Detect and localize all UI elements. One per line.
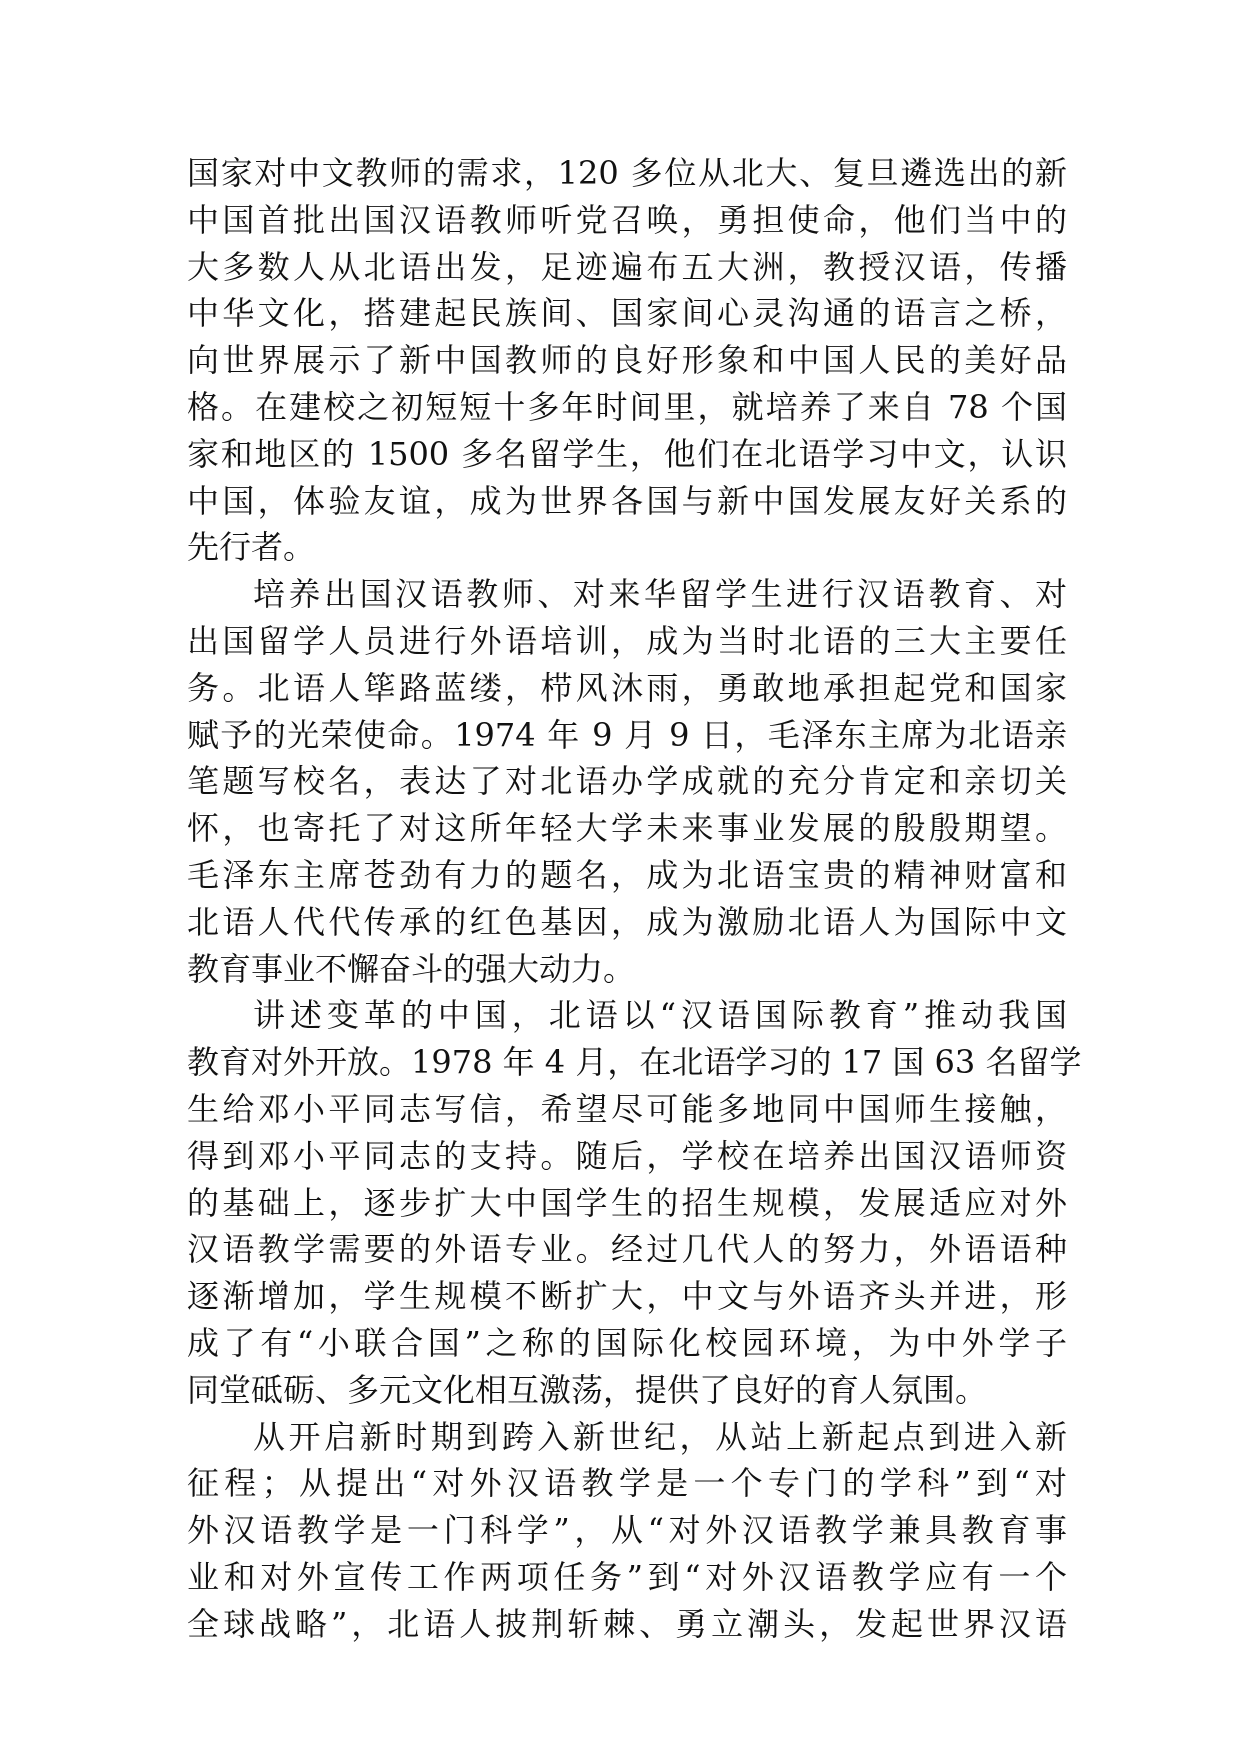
text-line: 征程；从提出“对外汉语教学是一个专门的学科”到“对 (187, 1464, 1067, 1503)
text-line: 中华文化，搭建起民族间、国家间心灵沟通的语言之桥， (187, 294, 1067, 333)
text-line: 北语人代代传承的红色基因，成为激励北语人为国际中文 (187, 902, 1067, 941)
text-line: 国家对中文教师的需求，120 多位从北大、复旦遴选出的新 (187, 154, 1067, 192)
text-line: 汉语教学需要的外语专业。经过几代人的努力，外语语种 (187, 1230, 1067, 1269)
text-line: 外汉语教学是一门科学”，从“对外汉语教学兼具教育事 (187, 1511, 1067, 1550)
text-line: 怀，也寄托了对这所年轻大学未来事业发展的殷殷期望。 (187, 809, 1067, 848)
text-line: 同堂砥砺、多元文化相互激荡，提供了良好的育人氛围。 (187, 1370, 988, 1409)
text-line: 笔题写校名，表达了对北语办学成就的充分肯定和亲切关 (187, 762, 1067, 801)
text-line: 的基础上，逐步扩大中国学生的招生规模，发展适应对外 (187, 1183, 1067, 1222)
text-line: 业和对外宣传工作两项任务”到“对外汉语教学应有一个 (187, 1557, 1067, 1596)
body-text (187, 150, 1082, 1648)
text-line: 教育对外开放。1978 年 4 月，在北语学习的 17 国 63 名留学 (187, 1043, 1082, 1082)
paragraph-first-line: 培养出国汉语教师、对来华留学生进行汉语教育、对 (253, 575, 1067, 614)
text-line: 出国留学人员进行外语培训，成为当时北语的三大主要任 (187, 621, 1067, 660)
text-line: 毛泽东主席苍劲有力的题名，成为北语宝贵的精神财富和 (187, 855, 1067, 894)
text-line: 中国，体验友谊，成为世界各国与新中国发展友好关系的 (187, 481, 1067, 520)
text-line: 教育事业不懈奋斗的强大动力。 (187, 949, 636, 988)
text-line: 家和地区的 1500 多名留学生，他们在北语学习中文，认识 (187, 434, 1067, 473)
text-line: 全球战略”，北语人披荆斩棘、勇立潮头，发起世界汉语 (187, 1604, 1067, 1643)
text-line: 大多数人从北语出发，足迹遍布五大洲，教授汉语，传播 (187, 247, 1067, 286)
text-line: 中国首批出国汉语教师听党召唤，勇担使命，他们当中的 (187, 200, 1067, 239)
text-line: 成了有“小联合国”之称的国际化校园环境，为中外学子 (187, 1323, 1067, 1362)
text-line: 得到邓小平同志的支持。随后，学校在培养出国汉语师资 (187, 1136, 1067, 1175)
text-line: 逐渐增加，学生规模不断扩大，中文与外语齐头并进，形 (187, 1277, 1067, 1316)
text-line: 生给邓小平同志写信，希望尽可能多地同中国师生接触， (187, 1089, 1067, 1128)
paragraph-first-line: 从开启新时期到跨入新世纪，从站上新起点到进入新 (253, 1417, 1067, 1456)
text-line: 向世界展示了新中国教师的良好形象和中国人民的美好品 (187, 341, 1067, 380)
text-line: 格。在建校之初短短十多年时间里，就培养了来自 78 个国 (187, 387, 1067, 426)
text-line: 务。北语人筚路蓝缕，栉风沐雨，勇敢地承担起党和国家 (187, 668, 1067, 707)
text-line: 先行者。 (187, 528, 316, 567)
paragraph-first-line: 讲述变革的中国，北语以“汉语国际教育”推动我国 (253, 996, 1067, 1035)
text-line: 赋予的光荣使命。1974 年 9 月 9 日，毛泽东主席为北语亲 (187, 715, 1067, 754)
